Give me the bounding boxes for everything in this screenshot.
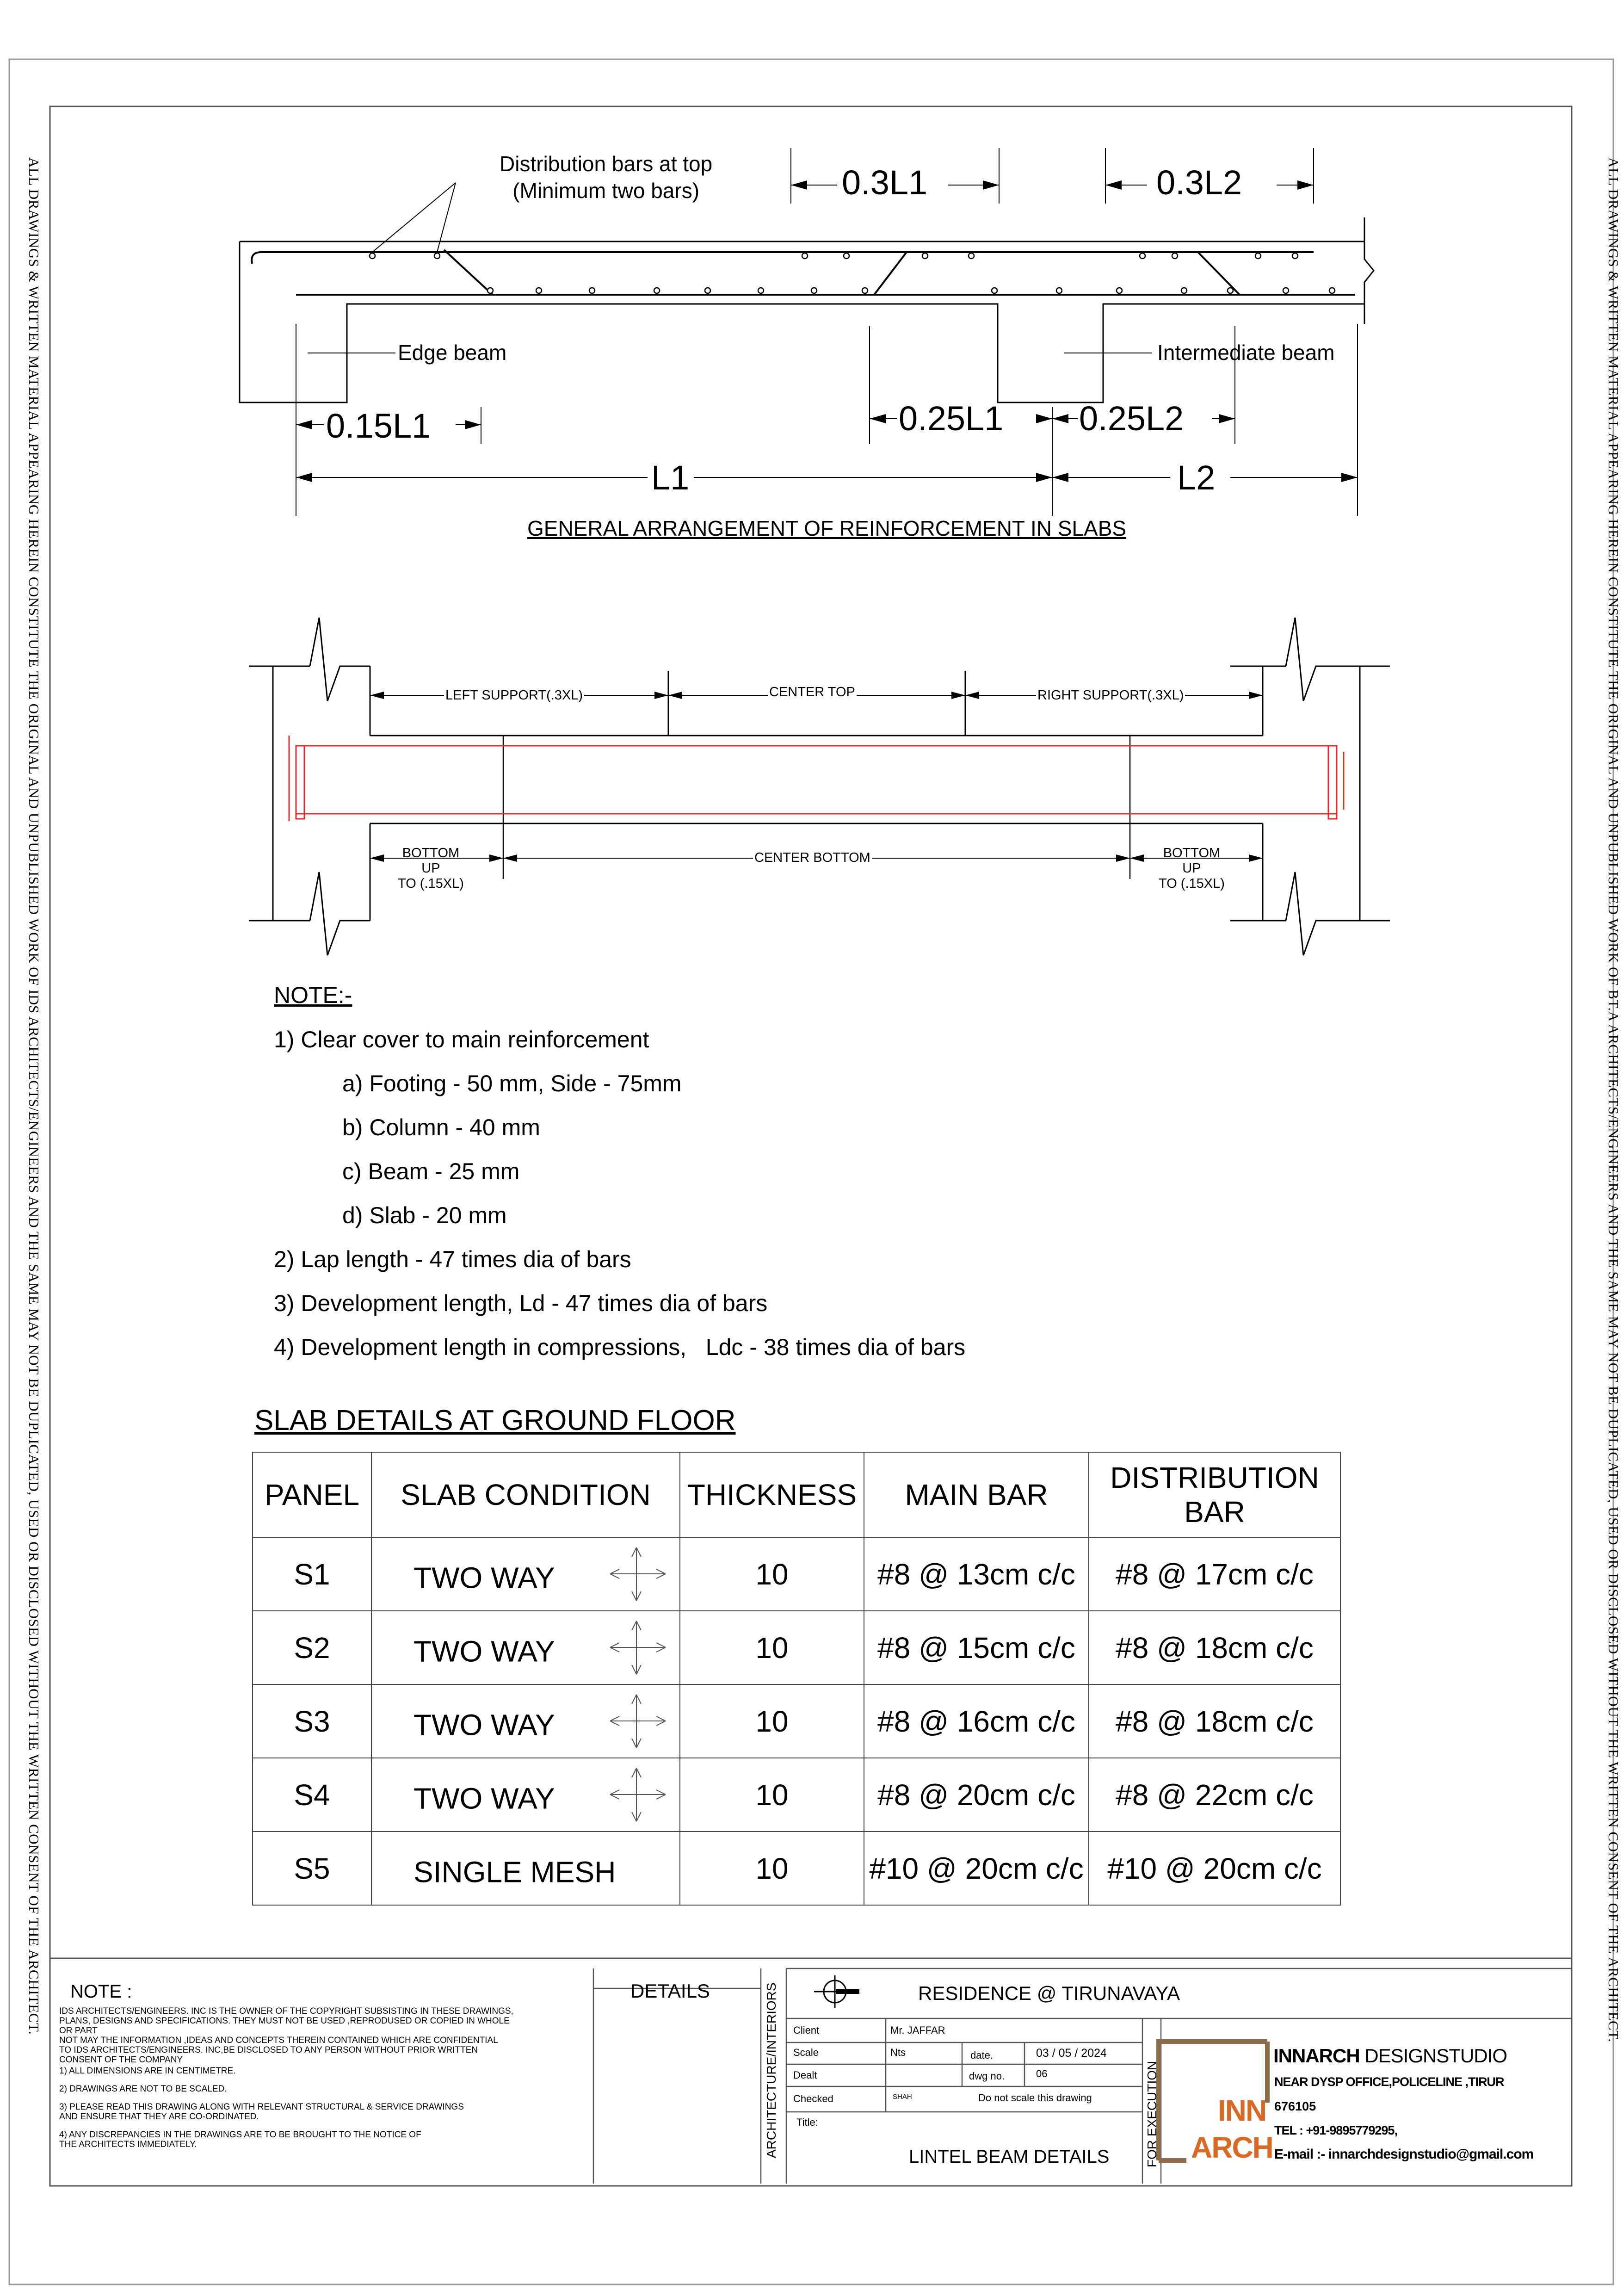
cell-thickness: 10 — [680, 1832, 864, 1905]
header-slab-condition: SLAB CONDITION — [371, 1452, 680, 1537]
cell-thickness: 10 — [680, 1684, 864, 1758]
checked-label: Checked — [793, 2093, 833, 2104]
cell-panel: S4 — [253, 1758, 371, 1832]
header-panel: PANEL — [253, 1452, 371, 1537]
note-line: 4) Development length in compressions, Ldc - 38 times dia of bars — [274, 1334, 966, 1360]
edge-beam-label: Edge beam — [398, 340, 507, 365]
cell-panel: S2 — [253, 1611, 371, 1684]
note-line: 2) Lap length - 47 times dia of bars — [274, 1246, 631, 1272]
date-label: date. — [970, 2049, 993, 2061]
studio-name: INNARCH DESIGNSTUDIO — [1273, 2045, 1507, 2067]
cell-dist-bar: #8 @ 17cm c/c — [1089, 1537, 1340, 1611]
checked-value: SHAH — [893, 2093, 912, 2101]
left-support-label: LEFT SUPPORT(.3XL) — [444, 688, 584, 703]
cell-panel: S1 — [253, 1537, 371, 1611]
right-support-label: RIGHT SUPPORT(.3XL) — [1036, 688, 1185, 703]
cell-dist-bar: #10 @ 20cm c/c — [1089, 1832, 1340, 1905]
logo-inn: INN — [1218, 2094, 1266, 2127]
dim-0.15L1: 0.15L1 — [326, 407, 431, 445]
right-bottom-label: BOTTOM UP TO (.15XL) — [1159, 846, 1225, 891]
studio-email: E-mail :- innarchdesignstudio@gmail.com — [1274, 2147, 1534, 2162]
title-block-note-title: NOTE : — [70, 1981, 132, 2002]
do-not-scale-note: Do not scale this drawing — [978, 2092, 1092, 2104]
condition-text: TWO WAY — [413, 1708, 555, 1741]
drawing-title: LINTEL BEAM DETAILS — [909, 2147, 1110, 2167]
note-line: d) Slab - 20 mm — [342, 1202, 507, 1228]
arch-interiors-label: ARCHITECTURE/INTERIORS — [764, 1982, 778, 2158]
client-value: Mr. JAFFAR — [890, 2024, 945, 2036]
cell-panel: S5 — [253, 1832, 371, 1905]
note-line: 1) Clear cover to main reinforcement — [274, 1027, 649, 1052]
cell-thickness: 10 — [680, 1611, 864, 1684]
intermediate-beam-label: Intermediate beam — [1157, 340, 1335, 365]
copyright-side-text-right: ALL DRAWINGS & WRITTEN MATERIAL APPEARING HEREIN CONSTITUTE THE ORIGINAL AND UNPUBLISHED WORK OF BT.A ARCHITECTS/ENGINEERS AND THE SAME MAY NOT BE DUPLICATED, USED OR DISCLOSED WITHOUT THE WRITTEN CONSENT OF THE ARCHITECT. — [1605, 157, 1622, 2042]
details-label: DETAILS — [630, 1980, 710, 2002]
dim-L1: L1 — [651, 458, 690, 497]
for-execution-label: FOR EXECUTION — [1145, 2061, 1159, 2167]
studio-address-line1: NEAR DYSP OFFICE,POLICELINE ,TIRUR — [1274, 2075, 1504, 2089]
dim-0.3L1: 0.3L1 — [842, 163, 928, 202]
left-bottom-label: BOTTOM UP TO (.15XL) — [398, 846, 464, 891]
dim-L2: L2 — [1177, 458, 1216, 497]
note-line: b) Column - 40 mm — [342, 1114, 540, 1140]
note-line: 3) Development length, Ld - 47 times dia of bars — [274, 1290, 768, 1316]
note-line: c) Beam - 25 mm — [342, 1158, 520, 1184]
cell-thickness: 10 — [680, 1758, 864, 1832]
cell-dist-bar: #8 @ 22cm c/c — [1089, 1758, 1340, 1832]
cell-main-bar: #8 @ 13cm c/c — [864, 1537, 1089, 1611]
condition-text: SINGLE MESH — [413, 1855, 616, 1888]
cell-main-bar: #8 @ 15cm c/c — [864, 1611, 1089, 1684]
scale-label: Scale — [793, 2047, 819, 2058]
studio-address-line2: 676105 — [1274, 2099, 1316, 2113]
slab-table-title: SLAB DETAILS AT GROUND FLOOR — [254, 1405, 736, 1436]
dealt-label: Dealt — [793, 2069, 817, 2081]
cell-dist-bar: #8 @ 18cm c/c — [1089, 1684, 1340, 1758]
center-top-label: CENTER TOP — [768, 685, 857, 700]
header-main-bar: MAIN BAR — [864, 1452, 1089, 1537]
title-label: Title: — [796, 2117, 818, 2128]
dim-0.25L1: 0.25L1 — [899, 399, 1004, 438]
client-label: Client — [793, 2024, 820, 2036]
note-line: a) Footing - 50 mm, Side - 75mm — [342, 1071, 682, 1096]
cell-main-bar: #10 @ 20cm c/c — [864, 1832, 1089, 1905]
cell-dist-bar: #8 @ 18cm c/c — [1089, 1611, 1340, 1684]
dwg-no-value: 06 — [1036, 2068, 1048, 2079]
center-bottom-label: CENTER BOTTOM — [753, 850, 872, 866]
logo-arch: ARCH — [1191, 2131, 1273, 2164]
cell-panel: S3 — [253, 1684, 371, 1758]
header-distribution-bar: DISTRIBUTION BAR — [1089, 1452, 1340, 1537]
section1-title: GENERAL ARRANGEMENT OF REINFORCEMENT IN SLABS — [527, 516, 1127, 540]
dim-0.3L2: 0.3L2 — [1156, 163, 1242, 202]
cell-thickness: 10 — [680, 1537, 864, 1611]
condition-text: TWO WAY — [413, 1781, 555, 1815]
copyright-side-text-left: ALL DRAWINGS & WRITTEN MATERIAL APPEARING HEREIN CONSTITUTE THE ORIGINAL AND UNPUBLISHED WORK OF IDS ARCHITECTS/ENGINEERS AND THE SAME MAY NOT BE DUPLICATED, USED OR DISCLOSED WITHOUT THE WRITTEN CONSENT OF THE ARCHITECT. — [26, 157, 42, 2035]
condition-text: TWO WAY — [413, 1634, 555, 1668]
dwg-no-label: dwg no. — [969, 2070, 1005, 2082]
header-thickness: THICKNESS — [680, 1452, 864, 1537]
project-name: RESIDENCE @ TIRUNAVAYA — [918, 1982, 1180, 2004]
condition-text: TWO WAY — [413, 1560, 555, 1594]
cell-main-bar: #8 @ 16cm c/c — [864, 1684, 1089, 1758]
scale-value: Nts — [890, 2047, 906, 2058]
title-block-notes: IDS ARCHITECTS/ENGINEERS. INC IS THE OWNER OF THE COPYRIGHT SUBSISTING IN THESE DRAWINGS, PLANS, DESIGNS AND SPECIFICATIONS. THEY MUST NOT BE USED ,REPRODUSED OR COPIED IN WHOLE OR PART NOT MAY THE INFORMATION ,IDEAS AND CONCEPTS THEREIN CONTAINED WHICH ARE CONFIDENTIAL TO IDS ARCHITECTS/ENGINEERS. INC,BE DISCLOSED TO ANY PERSON WITHOUT PRIOR WRITTEN CONSENT OF THE COMPANY 1) ALL DIMENSIONS ARE IN CENTIMETRE. 2) DRAWINGS ARE NOT TO BE SCALED. 3) PLEASE READ THIS DRAWING ALONG WITH RELEVANT STRUCTURAL & SERVICE DRAWINGS AND ENSURE THAT THEY ARE CO-ORDINATED. 4) ANY DISCREPANCIES IN THE DRAWINGS ARE TO BE BROUGHT TO THE NOTICE OF THE ARCHITECTS IMMEDIATELY. — [59, 2006, 513, 2149]
dim-0.25L2: 0.25L2 — [1079, 399, 1184, 438]
notes-title: NOTE:- — [274, 982, 352, 1008]
distribution-bars-label: Distribution bars at top (Minimum two bars) — [500, 152, 713, 203]
date-value: 03 / 05 / 2024 — [1036, 2047, 1107, 2060]
studio-tel: TEL : +91-9895779295, — [1274, 2123, 1397, 2137]
cell-main-bar: #8 @ 20cm c/c — [864, 1758, 1089, 1832]
